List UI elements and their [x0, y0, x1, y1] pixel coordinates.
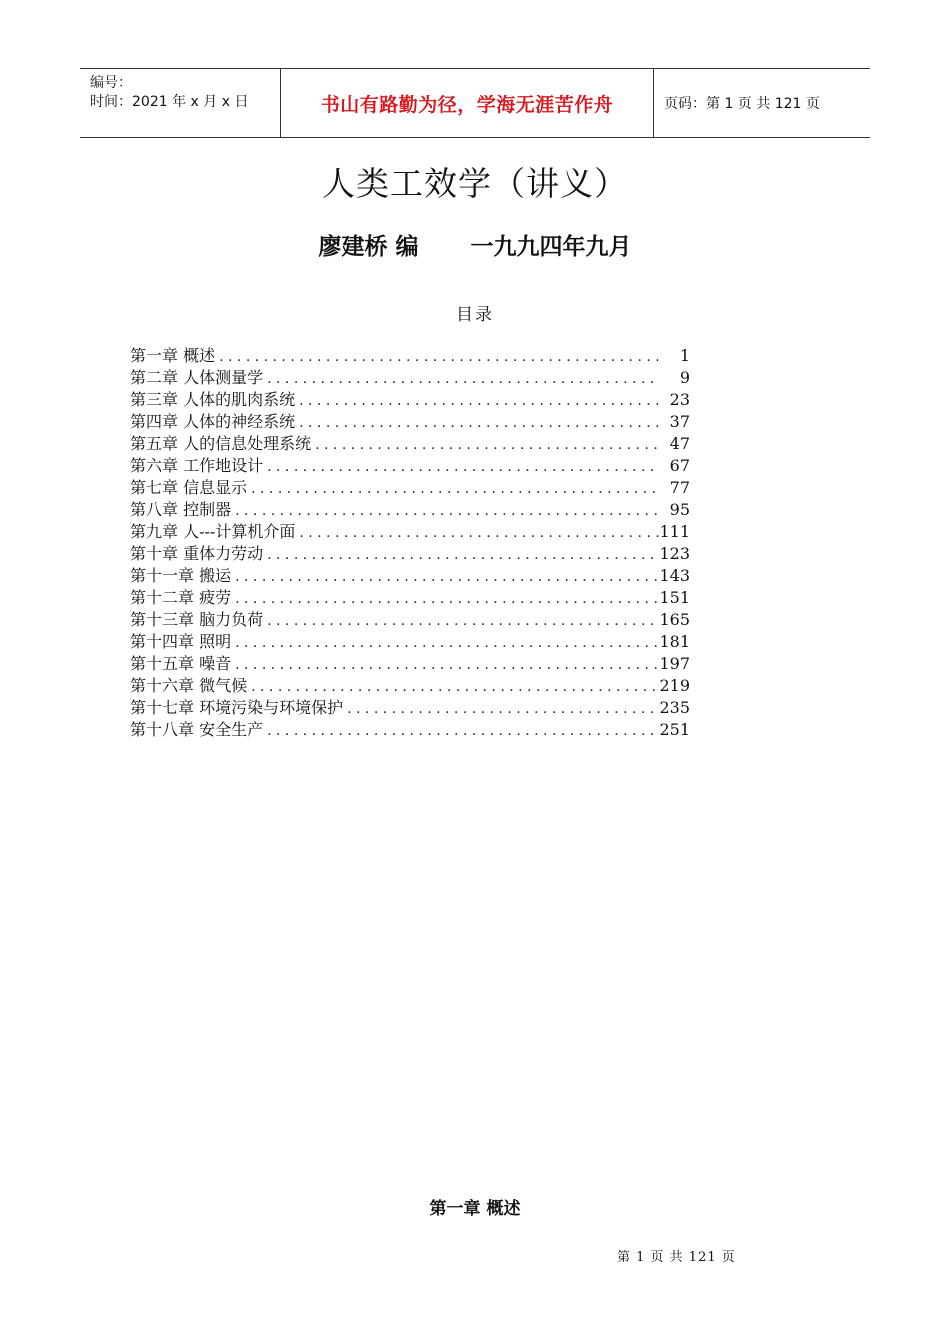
- toc-page-number: 251: [659, 720, 690, 739]
- toc-page-number: 143: [659, 566, 690, 585]
- publish-date: 一九九四年九月: [470, 234, 632, 260]
- toc-leader-dots: [263, 719, 659, 741]
- toc-leader-dots: [231, 653, 659, 675]
- toc-chapter-number: 第八章: [130, 500, 179, 519]
- toc-page-number: 165: [659, 610, 690, 629]
- toc-entry[interactable]: [130, 565, 690, 587]
- toc-entry-label: [130, 499, 231, 521]
- toc-chapter-number: 第一章: [130, 346, 179, 365]
- toc-entry[interactable]: [130, 455, 690, 477]
- toc-leader-dots: [231, 499, 660, 521]
- toc-entry[interactable]: [130, 367, 690, 389]
- toc-entry-label: [130, 411, 295, 433]
- toc-entry[interactable]: [130, 543, 690, 565]
- toc-entry[interactable]: [130, 477, 690, 499]
- toc-page-number: 151: [659, 588, 690, 607]
- toc-chapter-name: 环境污染与环境保护: [199, 698, 344, 717]
- toc-entry-label: [130, 433, 311, 455]
- toc-chapter-number: 第十章: [130, 544, 179, 563]
- toc-entry-label: [130, 543, 263, 565]
- toc-page-number: 23: [669, 390, 690, 409]
- toc-page-number: 77: [669, 478, 690, 497]
- toc-chapter-number: 第十四章: [130, 632, 195, 651]
- toc-page-number: 111: [659, 522, 690, 541]
- toc-leader-dots: [231, 587, 659, 609]
- toc-entry[interactable]: [130, 521, 690, 543]
- toc-entry-label: [130, 675, 247, 697]
- toc-page-number: 219: [659, 676, 690, 695]
- header-page-info: 页码：第 1 页 共 121 页: [664, 96, 820, 112]
- toc-entry-label: [130, 521, 295, 543]
- header-motto-cell: [281, 69, 654, 137]
- toc-entry-label: [130, 477, 247, 499]
- toc-entry[interactable]: [130, 499, 690, 521]
- document-subtitle: [0, 228, 950, 261]
- toc-leader-dots: [263, 609, 659, 631]
- toc-chapter-number: 第三章: [130, 390, 179, 409]
- toc-entry[interactable]: [130, 653, 690, 675]
- toc-entry[interactable]: [130, 411, 690, 433]
- toc-page-number: 197: [659, 654, 690, 673]
- toc-leader-dots: [295, 521, 659, 543]
- toc-chapter-name: 工作地设计: [183, 456, 264, 475]
- document-title: 人类工效学（讲义）: [322, 164, 628, 203]
- toc-chapter-number: 第十一章: [130, 566, 195, 585]
- toc-entry-label: [130, 367, 263, 389]
- toc-leader-dots: [311, 433, 660, 455]
- toc-entry-label: [130, 345, 215, 367]
- toc-chapter-name: 照明: [199, 632, 232, 651]
- toc-leader-dots: [343, 697, 659, 719]
- toc-leader-dots: [263, 543, 659, 565]
- toc-chapter-number: 第七章: [130, 478, 179, 497]
- toc-leader-dots: [295, 411, 660, 433]
- toc-page-number: 95: [669, 500, 690, 519]
- toc-leader-dots: [231, 565, 659, 587]
- toc-chapter-number: 第十八章: [130, 720, 195, 739]
- number-label: 编号：: [90, 75, 132, 91]
- toc-leader-dots: [263, 367, 660, 389]
- toc-entry[interactable]: [130, 631, 690, 653]
- toc-chapter-number: 第五章: [130, 434, 179, 453]
- toc-entry-label: [130, 719, 263, 741]
- page-footer: 第 1 页 共 121 页: [617, 1250, 736, 1265]
- toc-chapter-number: 第二章: [130, 368, 179, 387]
- toc-entry[interactable]: [130, 675, 690, 697]
- motto: 书山有路勤为径，学海无涯苦作舟: [320, 93, 614, 116]
- toc-entry-label: [130, 631, 231, 653]
- toc-entry[interactable]: [130, 345, 690, 367]
- toc-entry-label: [130, 697, 343, 719]
- toc-chapter-name: 安全生产: [199, 720, 264, 739]
- header-table: [80, 68, 870, 138]
- time-label: 时间：2021 年 x 月 x 日: [90, 94, 249, 110]
- toc-page-number: 67: [669, 456, 690, 475]
- toc-chapter-name: 疲劳: [199, 588, 232, 607]
- toc-page-number: 37: [669, 412, 690, 431]
- toc-chapter-name: 重体力劳动: [183, 544, 264, 563]
- toc-entry-label: [130, 609, 263, 631]
- toc-entry[interactable]: [130, 433, 690, 455]
- toc-chapter-number: 第四章: [130, 412, 179, 431]
- toc-leader-dots: [231, 631, 659, 653]
- toc-chapter-name: 脑力负荷: [199, 610, 264, 629]
- toc-chapter-number: 第六章: [130, 456, 179, 475]
- toc-page-number: 47: [669, 434, 690, 453]
- toc-page-number: 9: [679, 368, 690, 387]
- toc-entry[interactable]: [130, 587, 690, 609]
- toc-leader-dots: [215, 345, 660, 367]
- toc-entry-label: [130, 565, 231, 587]
- toc-entry[interactable]: [130, 697, 690, 719]
- toc-entry-label: [130, 653, 231, 675]
- toc-chapter-number: 第十五章: [130, 654, 195, 673]
- toc-chapter-name: 人体的神经系统: [183, 412, 296, 431]
- toc-chapter-number: 第九章: [130, 522, 179, 541]
- toc-chapter-name: 噪音: [199, 654, 232, 673]
- toc-entry-label: [130, 587, 231, 609]
- toc-chapter-number: 第十七章: [130, 698, 195, 717]
- toc-page-number: 123: [659, 544, 690, 563]
- toc-chapter-name: 概述: [183, 346, 216, 365]
- toc-chapter-number: 第十六章: [130, 676, 195, 695]
- toc-chapter-number: 第十二章: [130, 588, 195, 607]
- toc-leader-dots: [247, 477, 660, 499]
- toc-leader-dots: [295, 389, 660, 411]
- toc-entry[interactable]: [130, 719, 690, 741]
- toc-chapter-number: 第十三章: [130, 610, 195, 629]
- toc-heading: 目录: [456, 305, 494, 325]
- toc-chapter-name: 微气候: [199, 676, 248, 695]
- header-meta-cell: [80, 69, 281, 137]
- toc-leader-dots: [263, 455, 660, 477]
- toc-entry-label: [130, 389, 295, 411]
- toc-chapter-name: 人体测量学: [183, 368, 264, 387]
- toc-page-number: 235: [659, 698, 690, 717]
- toc-page-number: 1: [679, 346, 690, 365]
- toc-leader-dots: [247, 675, 659, 697]
- toc-chapter-name: 控制器: [183, 500, 232, 519]
- table-of-contents: [130, 345, 690, 741]
- toc-entry[interactable]: [130, 389, 690, 411]
- chapter-heading: 第一章 概述: [429, 1199, 521, 1219]
- toc-chapter-name: 信息显示: [183, 478, 248, 497]
- toc-chapter-name: 人---计算机介面: [183, 522, 296, 541]
- author: 廖建桥 编: [318, 234, 419, 260]
- toc-entry-label: [130, 455, 263, 477]
- toc-chapter-name: 搬运: [199, 566, 232, 585]
- toc-page-number: 181: [659, 632, 690, 651]
- toc-chapter-name: 人体的肌肉系统: [183, 390, 296, 409]
- toc-chapter-name: 人的信息处理系统: [183, 434, 312, 453]
- toc-entry[interactable]: [130, 609, 690, 631]
